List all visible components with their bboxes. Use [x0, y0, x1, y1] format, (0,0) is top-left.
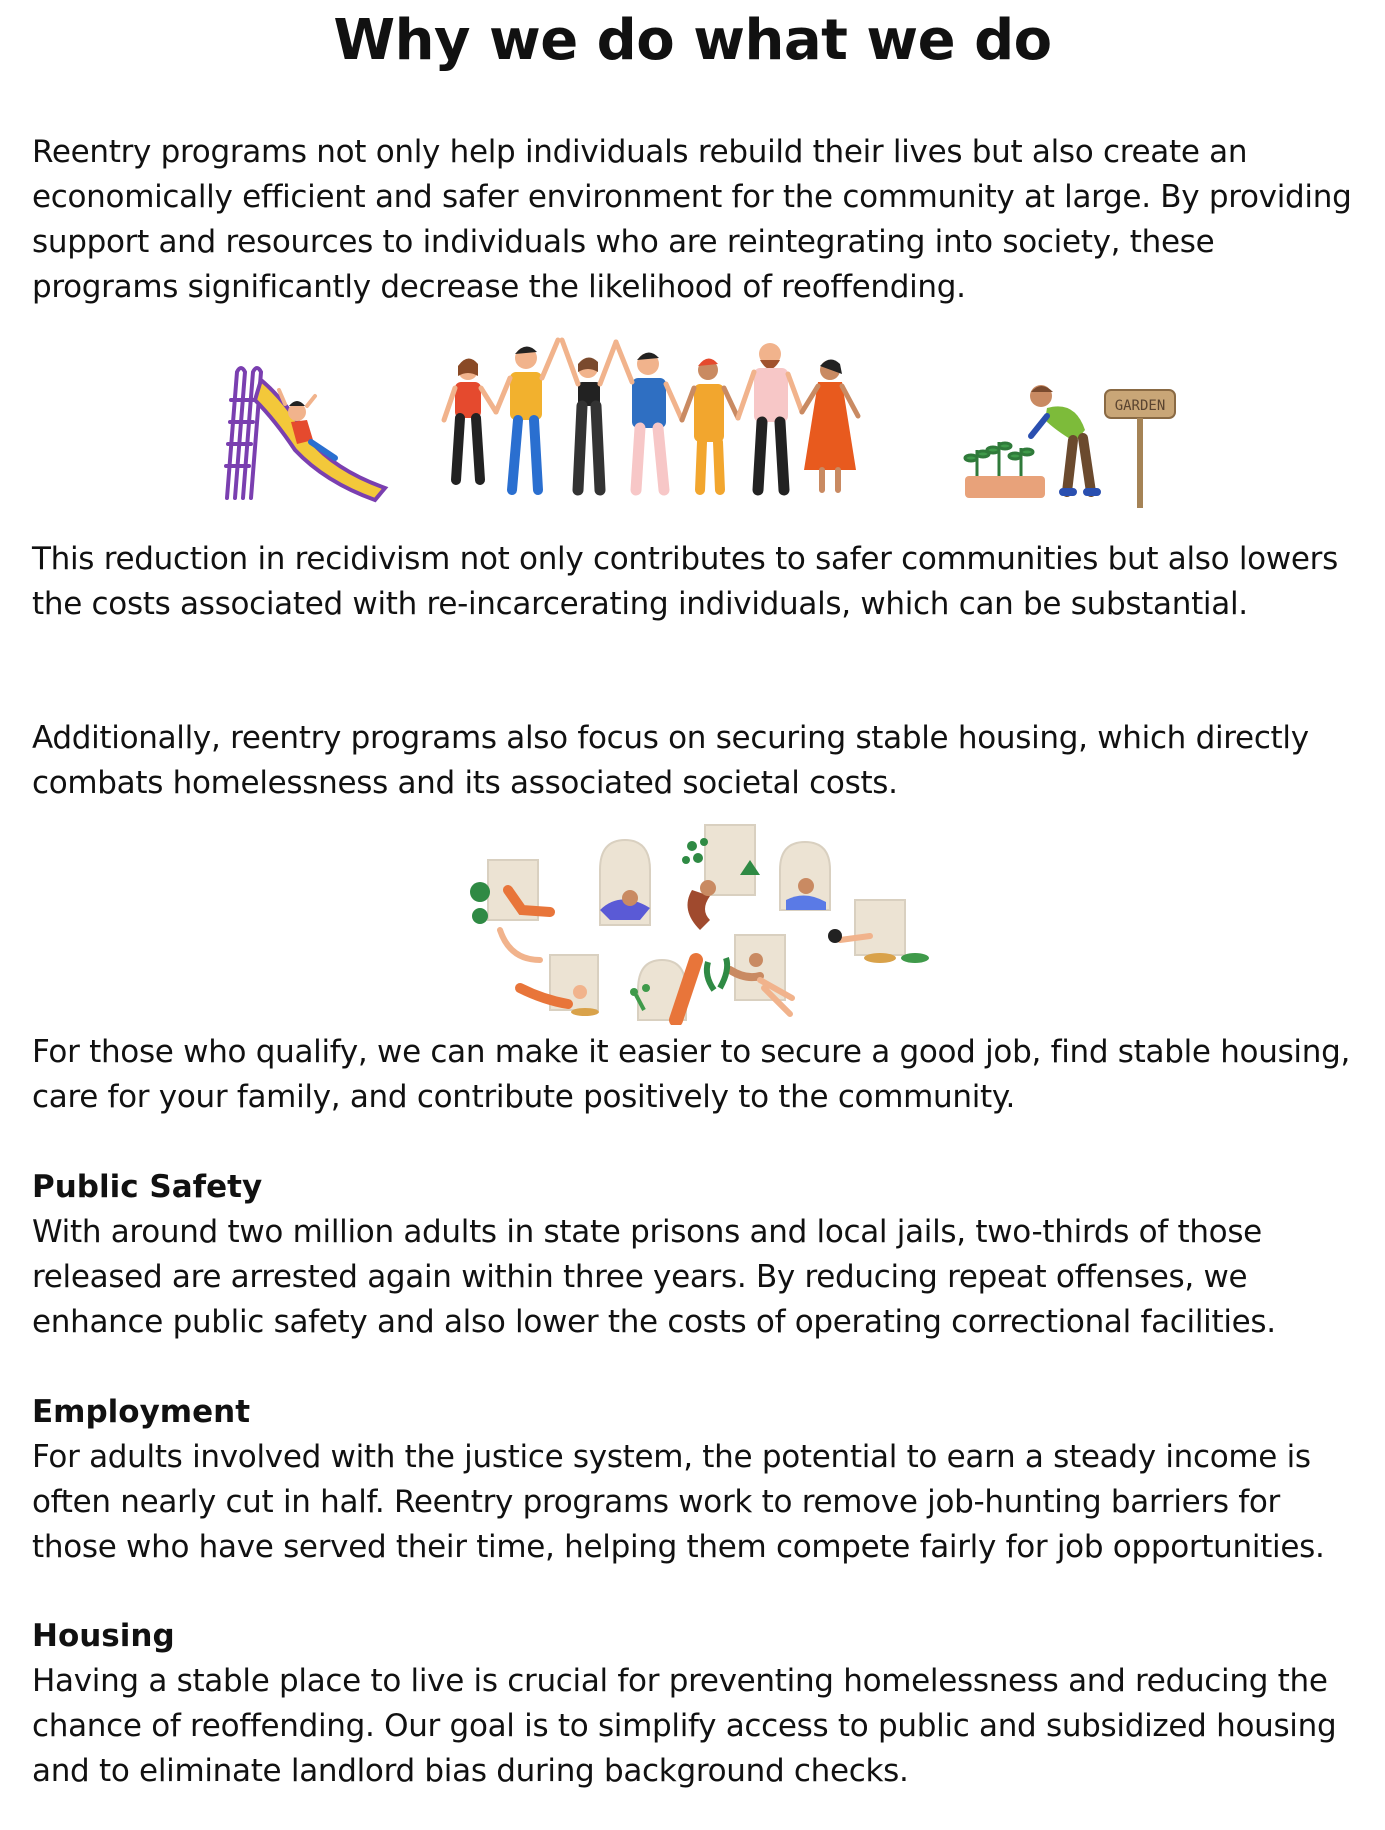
slide-illustration [215, 360, 390, 510]
people-holding-hands-illustration [438, 330, 938, 510]
housing-focus-paragraph: Additionally, reentry programs also focus on securing stable housing, which directly combats homelessness and its associated societal costs. [32, 720, 1309, 801]
intro-paragraph: Reentry programs not only help individuals rebuild their lives but also create an economically efficient and safer environment for the community at large. By providing support and resources to individuals who are reintegrating into society, these programs significantly decrease the likelihood of reoffending. [32, 134, 1352, 305]
employment-paragraph: For adults involved with the justice system, the potential to earn a steady income is often nearly cut in half. Reentry programs work to remove job-hunting barriers for those who have served their time, helping them compete fairly for job opportunities. [32, 1439, 1325, 1565]
qualify-paragraph: For those who qualify, we can make it easier to secure a good job, find stable housing, care for your family, and contribute positively to the community. [32, 1034, 1351, 1115]
housing-paragraph: Having a stable place to live is crucial for preventing homelessness and reducing the chance of reoffending. Our goal is to simplify access to public and subsidized housing and to eliminate landlord bias during background checks. [32, 1663, 1337, 1789]
neighbors-windows-illustration [460, 820, 930, 1025]
page-title: Why we do what we do [333, 8, 1052, 73]
gardening-illustration [955, 380, 1180, 510]
public-safety-heading: Public Safety [32, 1169, 263, 1205]
employment-heading: Employment [32, 1394, 251, 1430]
public-safety-paragraph: With around two million adults in state prisons and local jails, two-thirds of those released are arrested again within three years. By reducing repeat offenses, we enhance public safety and also lower the costs of operating correctional facilities. [32, 1214, 1276, 1340]
recidivism-paragraph: This reduction in recidivism not only contributes to safer communities but also lowers the costs associated with re-incarcerating individuals, which can be substantial. [32, 541, 1338, 622]
housing-heading: Housing [32, 1618, 175, 1654]
garden-sign-text: GARDEN [1114, 398, 1166, 414]
